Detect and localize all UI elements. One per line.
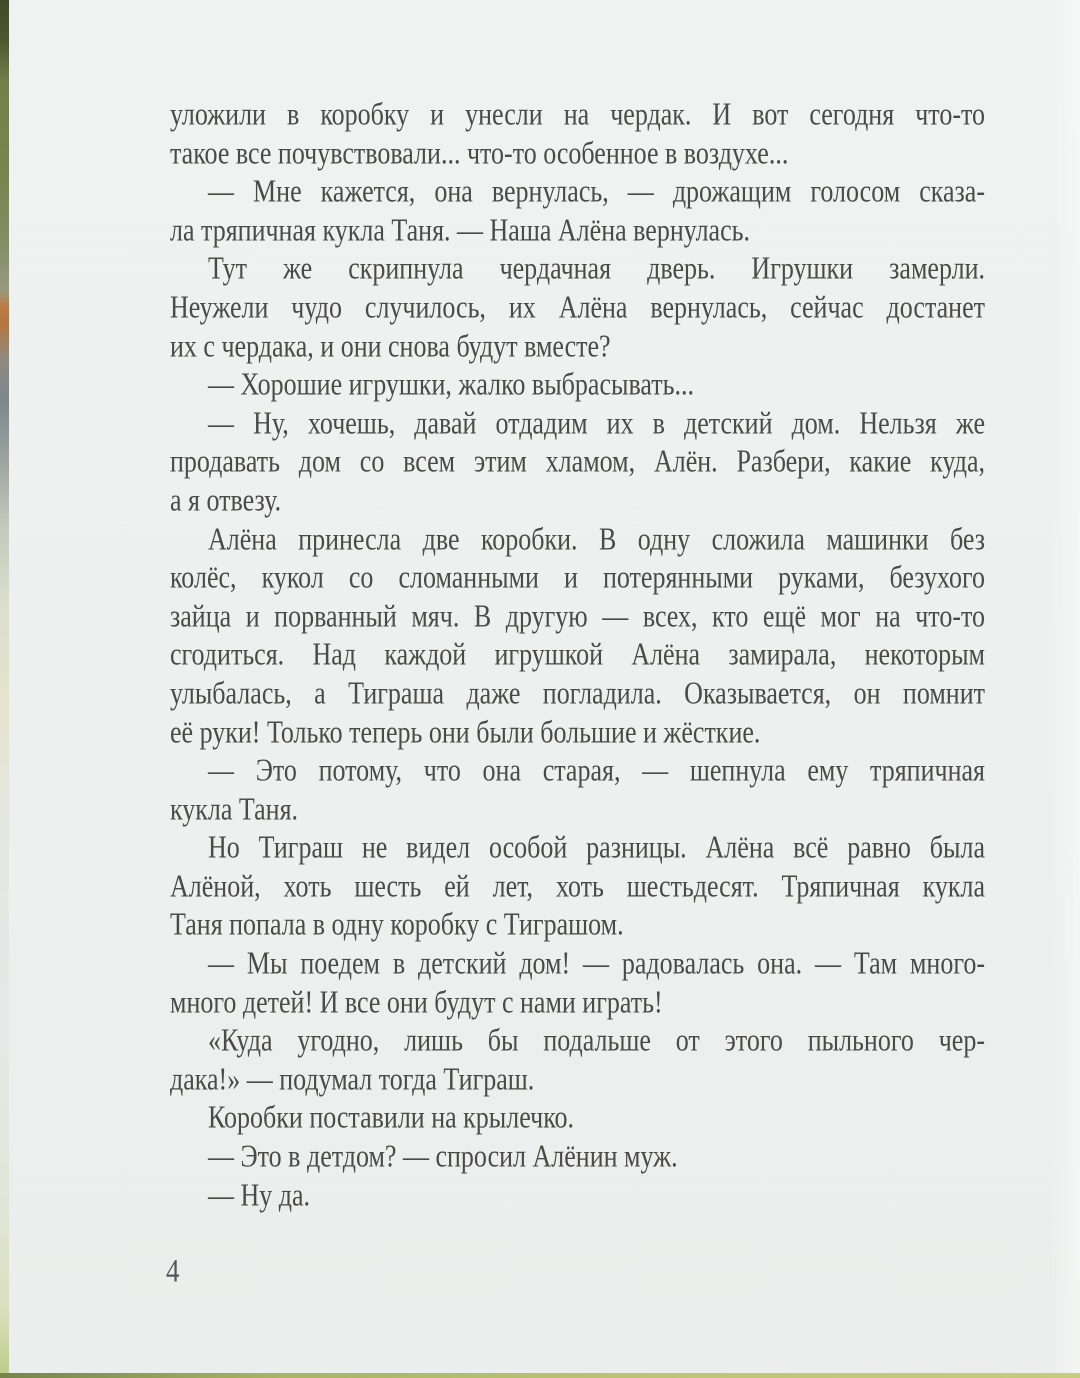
text-line: — Мне кажется, она вернулась, — дрожащим голосом сказа- [208, 173, 985, 210]
text-line: такое все почувствовали... что-то особенное в воздухе... [170, 135, 789, 171]
text-line: улыбалась, а Тиграша даже погладила. Оказывается, он помнит [170, 675, 985, 711]
text-line: Неужели чудо случилось, их Алёна вернулась, сейчас достанет [170, 289, 985, 325]
paragraph [170, 1177, 985, 1216]
paragraph [170, 521, 985, 753]
text-line: много детей! И все они будут с нами играть! [170, 984, 663, 1020]
text-line: сгодиться. Над каждой игрушкой Алёна замирала, некоторым [170, 636, 985, 673]
paragraph [170, 829, 985, 945]
paragraph [170, 366, 985, 405]
paragraph [170, 1138, 985, 1177]
paragraph [170, 752, 985, 829]
text-line: Таня попала в одну коробку с Тиграшом. [170, 907, 624, 943]
text-line: Алёна принесла две коробки. В одну сложила машинки без [208, 521, 985, 557]
story-text [170, 96, 985, 1215]
text-line: — Это в детдом? — спросил Алёнин муж. [208, 1138, 678, 1175]
text-line: уложили в коробку и унесли на чердак. И вот сегодня что-то [170, 96, 985, 133]
page-number: 4 [166, 1252, 180, 1289]
paragraph [170, 250, 985, 366]
text-line: — Хорошие игрушки, жалко выбрасывать... [208, 366, 694, 403]
text-line: Тут же скрипнула чердачная дверь. Игрушки замерли. [208, 251, 985, 287]
text-line: — Это потому, что она старая, — шепнула ему тряпичная [208, 752, 985, 789]
text-line: их с чердака, и они снова будут вместе? [170, 328, 611, 364]
text-line: ла тряпичная кукла Таня. — Наша Алёна вернулась. [170, 212, 750, 248]
text-line: — Ну, хочешь, давай отдадим их в детский дом. Нельзя же [208, 405, 985, 441]
text-line: продавать дом со всем этим хламом, Алён. Разбери, какие куда, [170, 443, 985, 480]
paragraph [170, 405, 985, 521]
facing-page-edge [0, 0, 9, 1378]
paragraph [170, 96, 985, 173]
paragraph [170, 173, 985, 250]
text-line: кукла Таня. [170, 791, 299, 827]
next-page-edge [0, 1373, 1080, 1378]
text-line: «Куда угодно, лишь бы подальше от этого пыльного чер- [208, 1022, 985, 1059]
text-line: а я отвезу. [170, 482, 282, 518]
text-line: её руки! Только теперь они были большие и жёсткие. [170, 714, 761, 750]
text-line: Но Тиграш не видел особой разницы. Алёна всё равно была [208, 829, 985, 866]
text-line: Алёной, хоть шесть ей лет, хоть шестьдесят. Тряпичная кукла [170, 868, 985, 904]
paragraph [170, 1099, 985, 1138]
page-curvature-highlight [1050, 0, 1080, 1378]
text-line: — Мы поедем в детский дом! — радовалась она. — Там много- [208, 945, 985, 982]
text-line: Коробки поставили на крылечко. [208, 1100, 575, 1136]
text-line: дака!» — подумал тогда Тиграш. [170, 1061, 535, 1097]
paragraph [170, 1022, 985, 1099]
text-line: колёс, кукол со сломанными и потерянными руками, безухого [170, 559, 985, 596]
text-line: — Ну да. [208, 1177, 311, 1213]
text-line: зайца и порванный мяч. В другую — всех, кто ещё мог на что-то [170, 598, 985, 634]
paragraph [170, 945, 985, 1022]
